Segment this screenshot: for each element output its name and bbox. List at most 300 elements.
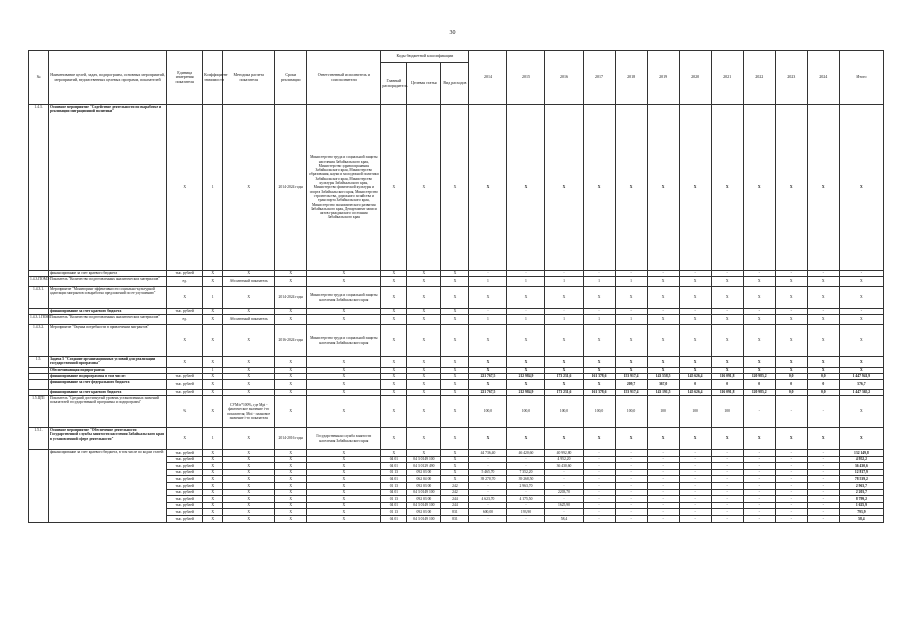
year-header: 2024	[807, 51, 839, 105]
row-year-value: X	[743, 277, 775, 287]
row-year-value: 153 917,4	[615, 374, 647, 380]
row-year-value: 153 917,4	[615, 390, 647, 396]
row-name: Обеспечивающая подпрограмма	[49, 368, 167, 374]
row-year-value: -	[469, 502, 507, 509]
table-body	[29, 105, 884, 523]
row-method: X	[223, 428, 275, 450]
row-year-value: -	[711, 476, 743, 483]
row-year-value: -	[647, 502, 679, 509]
row-year-value: X	[711, 357, 743, 368]
row-year-value: X	[469, 357, 507, 368]
row-method: СУМ/n*100%, где Мрi - фактическое значение i-го показателя; Мпi - плановое значение i-го показателя	[223, 396, 275, 428]
row-coef: X	[203, 502, 223, 509]
row-responsible: X	[307, 390, 381, 396]
row-unit: тыс. рублей	[167, 374, 203, 380]
row-year-value: X	[469, 287, 507, 309]
row-year-value: -	[679, 502, 711, 509]
row-year-value: 161 378,6	[583, 374, 615, 380]
row-resp: X	[307, 515, 381, 522]
row-total: X	[839, 287, 883, 309]
row-number: 1.4.3.1.	[29, 287, 49, 309]
row-year-value: 100,0	[507, 396, 545, 428]
row-grbs: X	[381, 287, 407, 309]
year-header: 2022	[743, 51, 775, 105]
row-year-value: 0	[679, 380, 711, 390]
row-year-value: 1	[583, 277, 615, 287]
row-year-value: X	[507, 357, 545, 368]
row-year-value: X	[615, 105, 647, 271]
row-method: Абсолютный показатель	[223, 277, 275, 287]
row-expense-type: X	[441, 390, 469, 396]
row-year-value: 1	[507, 315, 545, 325]
row-year-value: 40 992,80	[545, 450, 583, 457]
row-year-value: -	[807, 450, 839, 457]
row-resp: X	[307, 489, 381, 496]
row-year-value: X	[743, 315, 775, 325]
row-expense-type: X	[441, 309, 469, 315]
row-year-value: -	[679, 476, 711, 483]
row-year-value: X	[583, 357, 615, 368]
row-term: 2014-2024 годы	[275, 287, 307, 309]
row-year-value: -	[679, 482, 711, 489]
row-year-value: X	[775, 357, 807, 368]
row-coef: X	[203, 277, 223, 287]
row-year-value: 2203,70	[545, 489, 583, 496]
row-total: 132 149,8	[839, 450, 883, 457]
row-year-value: X	[679, 105, 711, 271]
row-method: X	[223, 287, 275, 309]
row-name: финансирование подпрограммы в том числе:	[49, 374, 167, 380]
row-total: X	[839, 277, 883, 287]
row-year-value: -	[807, 463, 839, 470]
row-year-value: -	[743, 396, 775, 428]
row-method: X	[223, 482, 275, 489]
row-year-value: -	[743, 476, 775, 483]
row-year-value: -	[807, 476, 839, 483]
table-header	[29, 51, 884, 105]
row-coef: 1	[203, 287, 223, 309]
row-year-value: 1	[469, 315, 507, 325]
row-year-value: X	[615, 357, 647, 368]
row-year-value: X	[775, 277, 807, 287]
row-year-value: X	[647, 325, 679, 357]
row-year-value: 0	[711, 380, 743, 390]
row-year-value: 221 767,5	[469, 390, 507, 396]
row-year-value: X	[647, 287, 679, 309]
row-term: X	[275, 463, 307, 470]
row-year-value: X	[807, 277, 839, 287]
row-year-value: -	[615, 476, 647, 483]
row-method: X	[223, 380, 275, 390]
row-year-value: -	[507, 456, 545, 463]
row-year-value: X	[583, 428, 615, 450]
row-year-value: X	[807, 105, 839, 271]
row-year-value: -	[711, 509, 743, 516]
row-term: X	[275, 496, 307, 503]
row-unit: X	[167, 325, 203, 357]
row-year-value: -	[711, 515, 743, 522]
row-year-value: -	[679, 450, 711, 457]
row-year-value: 5 465,70	[469, 469, 507, 476]
row-unit: тыс. рублей	[167, 450, 203, 457]
row-year-value: 1	[545, 315, 583, 325]
row-responsible: Министерство труда и социальной защиты населения Забайкальского края	[307, 287, 381, 309]
row-coef: X	[203, 509, 223, 516]
row-year-value: X	[743, 368, 775, 374]
row-year-value: X	[775, 368, 807, 374]
row-year-value: -	[583, 489, 615, 496]
row-term: X	[275, 277, 307, 287]
row-term: 2016-2024 годы	[275, 325, 307, 357]
row-year-value: X	[775, 428, 807, 450]
row-year-value: -	[545, 309, 583, 315]
row-year-value: 46 420,60	[507, 450, 545, 457]
row-year-value: X	[615, 325, 647, 357]
year-header: 2017	[583, 51, 615, 105]
row-year-value: -	[775, 463, 807, 470]
row-year-value: -	[711, 463, 743, 470]
row-total: 1 625,9	[839, 502, 883, 509]
row-coef: X	[203, 476, 223, 483]
table-row	[29, 450, 884, 457]
row-unit: %	[167, 396, 203, 428]
row-number	[29, 380, 49, 390]
row-year-value: 0	[743, 380, 775, 390]
row-term: X	[275, 309, 307, 315]
row-term: X	[275, 482, 307, 489]
row-year-value: -	[583, 482, 615, 489]
row-name: финансирование за счет федерального бюджета	[49, 380, 167, 390]
row-term: X	[275, 390, 307, 396]
row-year-value: X	[775, 105, 807, 271]
row-unit: тыс. рублей	[167, 271, 203, 277]
row-year-value: -	[545, 509, 583, 516]
row-year-value: 39 268,50	[507, 476, 545, 483]
row-year-value: -	[583, 502, 615, 509]
row-responsible: X	[307, 368, 381, 374]
row-year-value: -	[583, 469, 615, 476]
row-year-value: 221 767,5	[469, 374, 507, 380]
row-year-value: X	[711, 325, 743, 357]
row-number: 1.4.3.2.	[29, 325, 49, 357]
row-year-value: 4 175,50	[507, 496, 545, 503]
row-year-value: X	[583, 368, 615, 374]
row-unit: тыс. рублей	[167, 476, 203, 483]
row-year-value: 1	[507, 277, 545, 287]
row-year-value: X	[711, 105, 743, 271]
row-year-value: X	[583, 380, 615, 390]
row-year-value: X	[743, 105, 775, 271]
row-year-value: -	[743, 482, 775, 489]
row-year-value: -	[775, 309, 807, 315]
col-term: Сроки реализации	[275, 51, 307, 105]
row-year-value: X	[807, 357, 839, 368]
row-year-value: -	[507, 489, 545, 496]
row-target-article: 092 03 00	[407, 509, 441, 516]
row-year-value: 143 558,5	[647, 374, 679, 380]
row-year-value: X	[711, 277, 743, 287]
row-unit: тыс. рублей	[167, 456, 203, 463]
row-number	[29, 450, 49, 523]
row-total: X	[839, 315, 883, 325]
row-total: -	[839, 309, 883, 315]
row-target-article: X	[407, 271, 441, 277]
row-total: X	[839, 105, 883, 271]
row-year-value: 100,0	[545, 396, 583, 428]
row-unit: X	[167, 105, 203, 271]
row-total: X	[839, 428, 883, 450]
row-year-value: -	[615, 469, 647, 476]
table-row	[29, 357, 884, 368]
row-grbs: 01 13	[381, 482, 407, 489]
row-year-value: X	[679, 287, 711, 309]
row-unit: X	[167, 287, 203, 309]
row-year-value: -	[615, 489, 647, 496]
row-year-value: -	[743, 456, 775, 463]
col-cs: Целевая статья	[407, 63, 441, 105]
program-table	[28, 50, 884, 523]
row-year-value: -	[583, 515, 615, 522]
row-grbs: X	[381, 357, 407, 368]
row-resp: X	[307, 482, 381, 489]
row-year-value: -	[507, 271, 545, 277]
row-expense-type: X	[441, 428, 469, 450]
row-year-value: -	[469, 271, 507, 277]
year-header: 2023	[775, 51, 807, 105]
row-responsible: X	[307, 309, 381, 315]
row-year-value: X	[545, 357, 583, 368]
row-year-value: X	[545, 380, 583, 390]
row-year-value: -	[647, 309, 679, 315]
row-year-value: 0,0	[807, 390, 839, 396]
table-row	[29, 287, 884, 309]
row-year-value: 145 626,4	[679, 390, 711, 396]
row-term: X	[275, 515, 307, 522]
row-year-value: 193,90	[507, 509, 545, 516]
row-year-value: X	[647, 277, 679, 287]
row-term: X	[275, 502, 307, 509]
row-responsible: X	[307, 374, 381, 380]
row-year-value: 100,0	[583, 396, 615, 428]
row-year-value: -	[469, 515, 507, 522]
row-year-value: -	[647, 450, 679, 457]
row-year-value: -	[647, 482, 679, 489]
col-resp: Ответственный исполнитель и соисполнители	[307, 51, 381, 105]
row-target-article: 04 3 0149 100	[407, 515, 441, 522]
row-year-value: -	[647, 515, 679, 522]
col-grbs: Главный распорядитель	[381, 63, 407, 105]
row-year-value: -	[807, 456, 839, 463]
row-expense-type: 242	[441, 482, 469, 489]
row-year-value: 4 952,20	[545, 456, 583, 463]
row-target-article: X	[407, 325, 441, 357]
page-number: 30	[449, 30, 456, 36]
row-year-value: -	[615, 515, 647, 522]
row-year-value: X	[545, 368, 583, 374]
row-name: Задача 5 "Создание организационных условий для реализации государственной программы"	[49, 357, 167, 368]
row-year-value: X	[545, 428, 583, 450]
row-coef: X	[203, 271, 223, 277]
row-target-article: 092 03 00	[407, 482, 441, 489]
row-target-article: X	[407, 374, 441, 380]
row-coef: X	[203, 482, 223, 489]
row-year-value: -	[679, 309, 711, 315]
row-target-article: X	[407, 428, 441, 450]
row-year-value: X	[743, 325, 775, 357]
row-total: 58,4	[839, 515, 883, 522]
row-year-value: -	[647, 509, 679, 516]
row-term: 2014-2024 годы	[275, 105, 307, 271]
row-total: 36 430,6	[839, 463, 883, 470]
row-year-value: X	[743, 428, 775, 450]
row-total: X	[839, 396, 883, 428]
row-coef: X	[203, 515, 223, 522]
row-method: X	[223, 456, 275, 463]
row-total: 1 447 941,9	[839, 374, 883, 380]
year-header: 2015	[507, 51, 545, 105]
row-unit: тыс. рублей	[167, 390, 203, 396]
row-target-article: X	[407, 105, 441, 271]
row-responsible: Министерство труда и социальной защиты населения Забайкальского края	[307, 325, 381, 357]
table-row	[29, 396, 884, 428]
row-year-value: -	[711, 489, 743, 496]
row-year-value: X	[775, 325, 807, 357]
row-method: X	[223, 496, 275, 503]
row-number: 1.5.ЦП1	[29, 396, 49, 428]
row-grbs: 04 01	[381, 476, 407, 483]
row-year-value: -	[807, 489, 839, 496]
row-year-value: X	[507, 380, 545, 390]
row-target-article: 092 03 00	[407, 496, 441, 503]
row-term: X	[275, 469, 307, 476]
row-method: X	[223, 515, 275, 522]
row-year-value: -	[469, 482, 507, 489]
row-resp: X	[307, 463, 381, 470]
row-year-value: -	[615, 271, 647, 277]
row-year-value: X	[807, 315, 839, 325]
row-method: X	[223, 502, 275, 509]
row-year-value: -	[679, 515, 711, 522]
row-year-value: -	[679, 469, 711, 476]
row-coef: 1	[203, 368, 223, 374]
row-year-value: -	[711, 309, 743, 315]
row-grbs: 01 13	[381, 469, 407, 476]
row-year-value: -	[711, 456, 743, 463]
row-method: X	[223, 463, 275, 470]
row-year-value: -	[711, 502, 743, 509]
row-year-value: X	[469, 325, 507, 357]
row-coef: X	[203, 450, 223, 457]
row-year-value: -	[807, 271, 839, 277]
row-grbs: 04 01	[381, 456, 407, 463]
row-year-value: -	[583, 509, 615, 516]
row-year-value: -	[743, 489, 775, 496]
table-row	[29, 105, 884, 271]
col-unit: Единица измерения показателя	[167, 51, 203, 105]
row-expense-type: X	[441, 105, 469, 271]
row-term: X	[275, 271, 307, 277]
row-year-value: X	[615, 428, 647, 450]
row-target-article: X	[407, 368, 441, 374]
row-year-value: X	[545, 287, 583, 309]
row-year-value: -	[743, 450, 775, 457]
row-target-article: X	[407, 277, 441, 287]
row-year-value: X	[647, 315, 679, 325]
row-year-value: X	[615, 287, 647, 309]
row-year-value: 161 378,6	[583, 390, 615, 396]
row-year-value: -	[807, 396, 839, 428]
row-year-value: 4 623,70	[469, 496, 507, 503]
row-unit: тыс. рублей	[167, 509, 203, 516]
row-year-value: -	[743, 469, 775, 476]
row-target-article: 04 3 0149 100	[407, 502, 441, 509]
row-expense-type: 244	[441, 496, 469, 503]
row-year-value: X	[679, 357, 711, 368]
row-year-value: -	[807, 509, 839, 516]
row-year-value: X	[679, 315, 711, 325]
row-year-value: X	[507, 105, 545, 271]
row-term: X	[275, 380, 307, 390]
row-number: 1.5.1.	[29, 428, 49, 450]
row-year-value: -	[615, 309, 647, 315]
row-name: Основное мероприятие "Содействие деятельности по выработке и реализации миграционной политики"	[49, 105, 167, 271]
row-name: финансирование за счет краевого бюджета	[49, 309, 167, 315]
row-target-article: X	[407, 315, 441, 325]
row-method: X	[223, 368, 275, 374]
row-name: финансирование за счет краевого бюджета	[49, 390, 167, 396]
row-target-article: 062 04 00	[407, 476, 441, 483]
row-method: X	[223, 390, 275, 396]
row-year-value: X	[743, 357, 775, 368]
col-coef: Коэффициент значимости	[203, 51, 223, 105]
row-responsible: X	[307, 396, 381, 428]
row-expense-type: 242	[441, 489, 469, 496]
row-total: -	[839, 271, 883, 277]
row-method: X	[223, 489, 275, 496]
row-grbs: X	[381, 374, 407, 380]
row-grbs: X	[381, 450, 407, 457]
row-year-value: -	[507, 463, 545, 470]
row-year-value: 209,7	[615, 380, 647, 390]
col-method: Методика расчета показателя	[223, 51, 275, 105]
row-total: X	[839, 325, 883, 357]
row-coef: X	[203, 374, 223, 380]
row-resp: X	[307, 469, 381, 476]
row-responsible: X	[307, 380, 381, 390]
row-year-value: X	[507, 325, 545, 357]
row-term: X	[275, 456, 307, 463]
row-year-value: 100	[647, 396, 679, 428]
row-term: X	[275, 396, 307, 428]
row-year-value: -	[807, 496, 839, 503]
row-year-value: -	[615, 502, 647, 509]
row-method: X	[223, 509, 275, 516]
row-year-value: -	[647, 476, 679, 483]
row-year-value: 44 736,40	[469, 450, 507, 457]
row-unit: тыс. рублей	[167, 463, 203, 470]
row-year-value: 120 985,2	[743, 390, 775, 396]
row-year-value: -	[743, 309, 775, 315]
row-year-value: X	[545, 325, 583, 357]
row-year-value: -	[583, 309, 615, 315]
row-year-value: 116 091,8	[711, 374, 743, 380]
row-coef: X	[203, 456, 223, 463]
row-year-value: 1625,90	[545, 502, 583, 509]
row-expense-type: X	[441, 287, 469, 309]
year-header: 2016	[545, 51, 583, 105]
row-target-article: 04 3 0129 490	[407, 463, 441, 470]
row-unit: тыс. рублей	[167, 496, 203, 503]
